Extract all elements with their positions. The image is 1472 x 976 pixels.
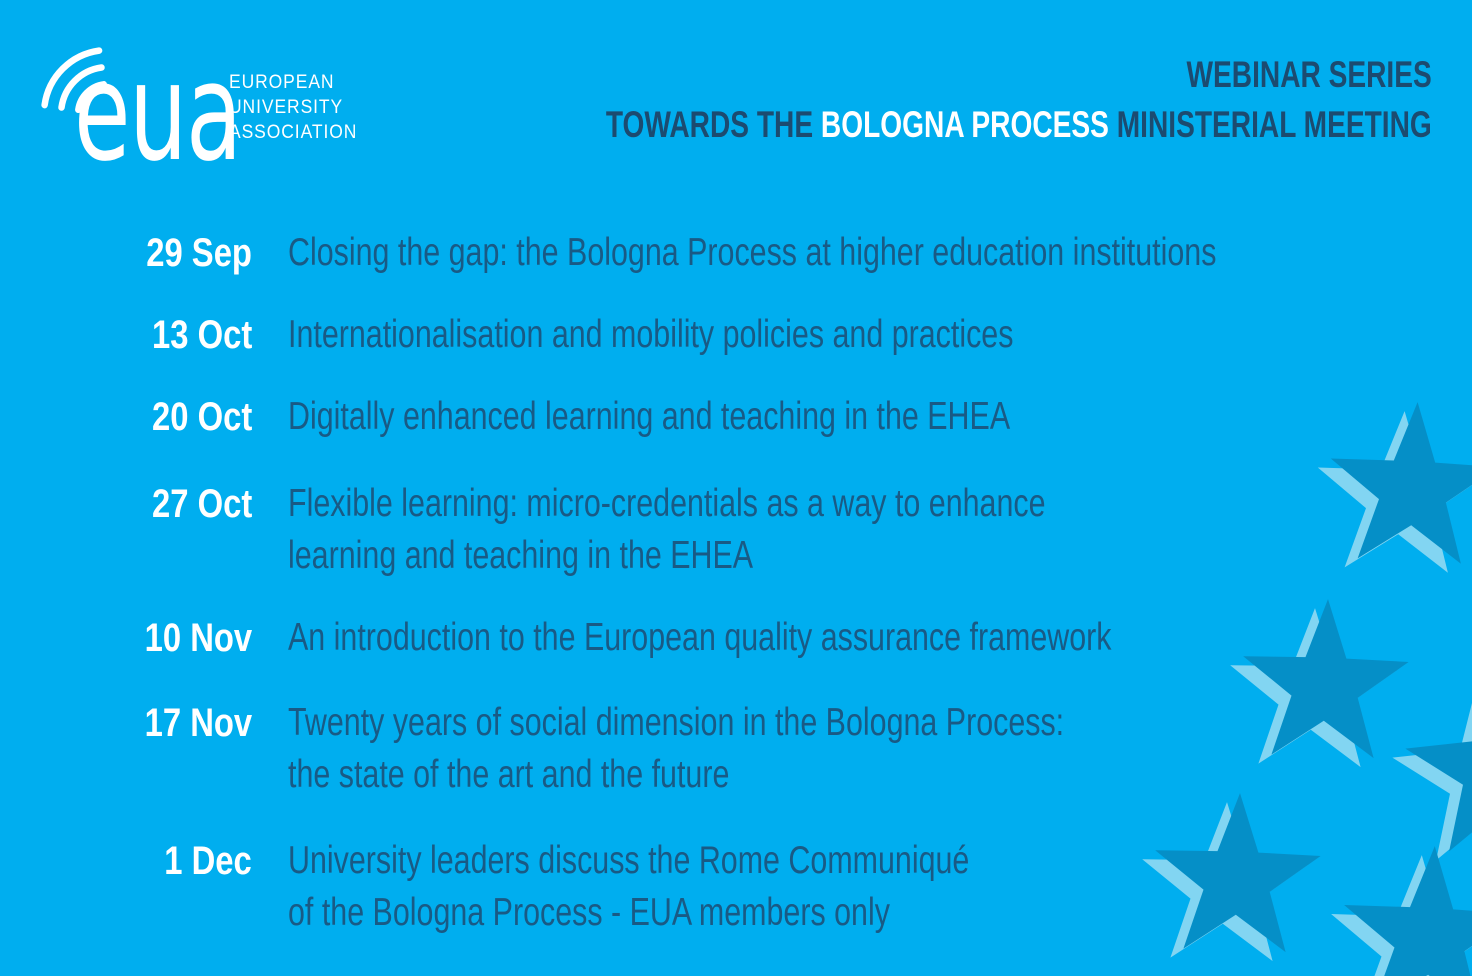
event-date: 17 Nov: [144, 701, 252, 745]
logo-org-name-line: EUROPEAN: [229, 72, 335, 93]
event-title-line: Closing the gap: the Bologna Process at higher education institutions: [288, 231, 1217, 274]
header-line2-prefix: TOWARDS THE: [606, 104, 822, 145]
logo-org-name-line: ASSOCIATION: [229, 122, 358, 143]
event-date: 13 Oct: [151, 313, 252, 357]
event-date: 27 Oct: [151, 482, 252, 526]
webinar-series-title: WEBINAR SERIES: [1186, 54, 1432, 95]
event-title-line: Internationalisation and mobility policies and practices: [288, 313, 1014, 356]
logo-acronym: eua: [74, 34, 241, 191]
event-title: [288, 835, 1162, 939]
event-title-line: Digitally enhanced learning and teaching in the EHEA: [288, 395, 1011, 438]
event-title-line: Flexible learning: micro-credentials as a way to enhance: [288, 482, 1046, 525]
event-title: [288, 697, 1283, 801]
event-date: 1 Dec: [164, 839, 252, 883]
header-line2-suffix: MINISTERIAL MEETING: [1109, 104, 1432, 145]
event-title: [288, 478, 1259, 582]
event-title-line: the state of the art and the future: [288, 753, 730, 796]
logo-org-name: [229, 70, 357, 145]
logo-org-name-line: UNIVERSITY: [229, 97, 344, 118]
event-title: [288, 612, 1344, 664]
event-title-line: Twenty years of social dimension in the Bologna Process:: [288, 701, 1065, 744]
event-date: 10 Nov: [144, 616, 252, 660]
event-title: [288, 309, 1218, 361]
header-line2-highlight: BOLOGNA PROCESS: [821, 104, 1110, 145]
header-line-1: [345, 50, 1432, 100]
event-title-line: learning and teaching in the EHEA: [288, 534, 754, 577]
poster-header: [345, 50, 1432, 150]
event-title: [288, 227, 1472, 279]
event-date: 20 Oct: [151, 395, 252, 439]
event-title: [288, 391, 1214, 443]
event-title-line: University leaders discuss the Rome Communiqué: [288, 839, 970, 882]
header-line-2: [345, 100, 1432, 150]
event-date: 29 Sep: [146, 231, 252, 275]
event-title-line: An introduction to the European quality assurance framework: [288, 616, 1112, 659]
event-title-line: of the Bologna Process - EUA members only: [288, 891, 890, 934]
